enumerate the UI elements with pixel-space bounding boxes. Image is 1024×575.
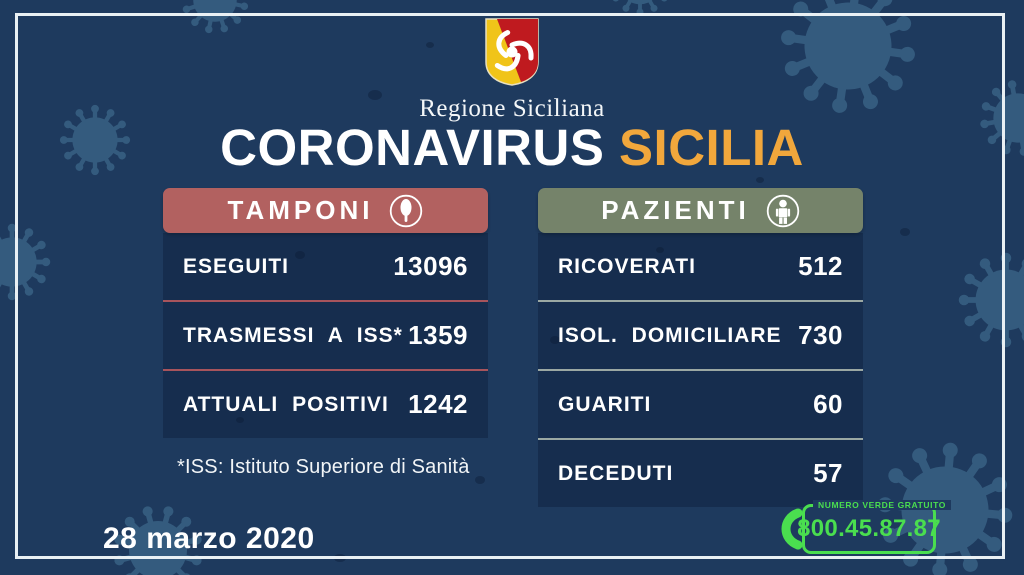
row-value: 13096 — [393, 251, 468, 281]
hotline-number: 800.45.87.87 — [797, 515, 941, 542]
table-row — [163, 300, 488, 369]
table-row — [163, 233, 488, 300]
table-row — [163, 369, 488, 438]
pazienti-panel — [538, 188, 863, 507]
pazienti-table — [538, 233, 863, 507]
row-label: ATTUALI POSITIVI — [183, 392, 389, 416]
title-main: CORONAVIRUS — [220, 119, 605, 176]
row-label: RICOVERATI — [558, 254, 696, 278]
hotline-badge — [776, 498, 956, 560]
tamponi-header-label: TAMPONI — [227, 195, 374, 225]
row-value: 60 — [813, 389, 843, 419]
hotline-box — [797, 500, 946, 554]
title-accent: SICILIA — [619, 119, 804, 176]
tamponi-panel — [163, 188, 488, 479]
sicily-coat-of-arms-icon — [483, 16, 541, 88]
row-value: 1359 — [408, 320, 468, 350]
table-row — [538, 233, 863, 300]
tamponi-table — [163, 233, 488, 438]
table-row — [538, 369, 863, 438]
hotline-label: NUMERO VERDE GRATUITO — [813, 500, 951, 510]
region-branding — [0, 16, 1024, 123]
table-row — [538, 438, 863, 507]
patient-icon — [766, 194, 800, 228]
page-title — [0, 118, 1024, 177]
pazienti-header-label: PAZIENTI — [601, 195, 750, 225]
row-value: 57 — [813, 458, 843, 488]
row-label: ESEGUITI — [183, 254, 290, 278]
row-label: ISOL. DOMICILIARE — [558, 323, 782, 347]
pazienti-header — [538, 188, 863, 233]
tamponi-header — [163, 188, 488, 233]
row-label: GUARITI — [558, 392, 652, 416]
row-value: 512 — [798, 251, 843, 281]
row-label: DECEDUTI — [558, 461, 674, 485]
swab-icon — [389, 194, 423, 228]
row-value: 1242 — [408, 389, 468, 419]
region-name: Regione Siciliana — [419, 95, 605, 122]
table-row — [538, 300, 863, 369]
row-label: TRASMESSI A ISS* — [183, 323, 403, 347]
report-date: 28 marzo 2020 — [103, 522, 315, 555]
iss-footnote: *ISS: Istituto Superiore di Sanità — [177, 456, 470, 478]
row-value: 730 — [798, 320, 843, 350]
